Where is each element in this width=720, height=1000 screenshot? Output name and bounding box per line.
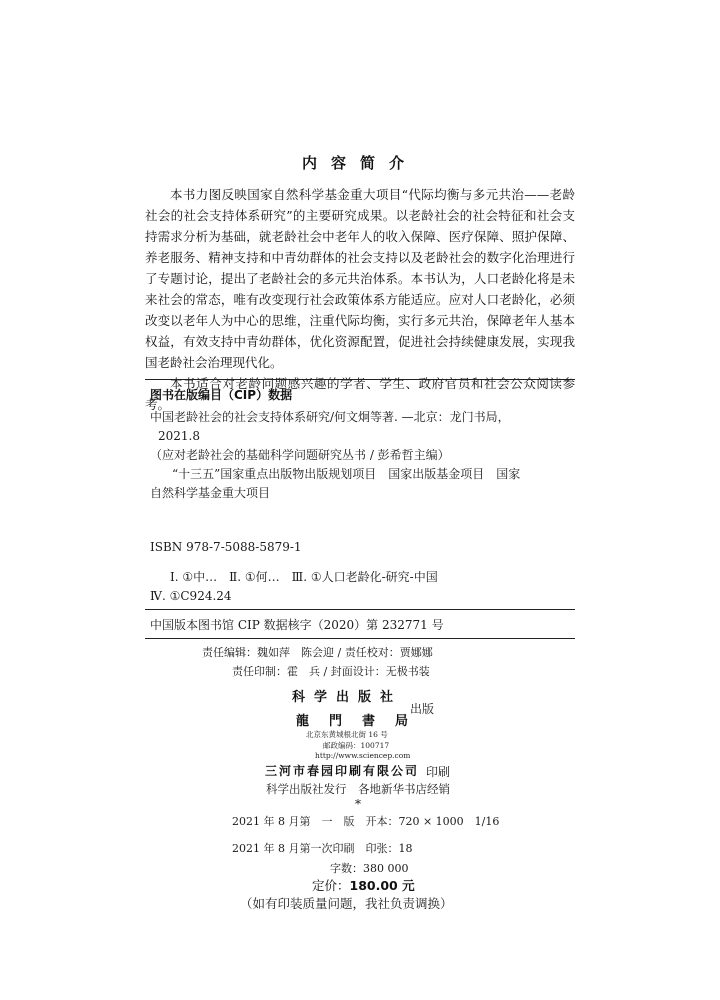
cip-mid-rule	[145, 609, 575, 610]
edition-info: 2021 年 8 月第 一 版 开本：720 × 1000 1/16	[232, 815, 500, 828]
cip-heading: 图书在版编目（CIP）数据	[150, 388, 293, 402]
summary-paragraph-1: 本书力图反映国家自然科学基金重大项目“代际均衡与多元共治——老龄社会的社会支持体系研究”的主要研究成果。以老龄社会的社会特征和社会支持需求分析为基础，就老龄社会中老年人的收入保障、医疗保障、照护保障、养老服务、精神支持和中青幼群体的社会支持以及老龄社会的数字化治理进行了专题讨论，提出了老龄社会的多元共治体系。本书认为，人口老龄化将是未来社会的常态，唯有改变现行社会政策体系方能适应。应对人口老龄化，必须改变以老年人为中心的思维，注重代际均衡，实行多元共治，保障老年人基本权益，有效支持中青幼群体，优化资源配置，促进社会持续健康发展，实现我国老龄社会治理现代化。	[145, 187, 575, 370]
price-value: 180.00 元	[349, 878, 415, 893]
cip-class-line-2: Ⅳ. ①C924.24	[150, 589, 232, 603]
price-label: 定价：	[312, 878, 350, 893]
cip-line-1: 中国老龄社会的社会支持体系研究/何文炯等著. —北京：龙门书局，	[150, 410, 510, 424]
publisher-postcode: 邮政编码：100717	[323, 741, 390, 750]
summary-text	[145, 184, 575, 415]
separator-star: *	[355, 797, 361, 811]
quality-notice: （如有印装质量问题，我社负责调换）	[240, 896, 453, 911]
cip-line-4: “十三五”国家重点出版物出版规划项目 国家出版基金项目 国家	[172, 467, 521, 481]
summary-title: 内容简介	[301, 154, 418, 172]
publisher-science-press: 科学出版社	[292, 690, 403, 705]
credit-printing: 责任印制：霍 兵 / 封面设计：无极书装	[232, 665, 430, 678]
summary-paragraph-2: 本书适合对老龄问题感兴趣的学者、学生、政府官员和社会公众阅读参考。	[145, 376, 575, 412]
publish-suffix: 出版	[410, 702, 435, 716]
cip-top-rule	[145, 379, 575, 380]
cip-isbn: ISBN 978-7-5088-5879-1	[150, 540, 302, 554]
cip-classification	[150, 568, 575, 606]
cip-bottom-rule	[145, 638, 575, 639]
publisher-longmen: 龍門書局	[296, 714, 429, 729]
cip-line-5: 自然科学基金重大项目	[150, 486, 271, 500]
printer-name: 三河市春园印刷有限公司	[265, 764, 420, 778]
word-count: 字数：380 000	[330, 862, 409, 875]
price	[312, 876, 415, 894]
distribution: 科学出版社发行 各地新华书店经销	[266, 782, 450, 796]
impression-info: 2021 年 8 月第一次印刷 印张：18	[232, 842, 413, 855]
credit-editors: 责任编辑：魏如萍 陈会迎 / 责任校对：贾娜娜	[202, 646, 433, 659]
printer-suffix: 印刷	[426, 765, 451, 779]
cip-line-2: 2021.8	[158, 429, 200, 443]
publisher-address: 北京东黄城根北街 16 号	[306, 730, 388, 739]
publisher-website: http://www.sciencep.com	[315, 751, 411, 760]
cip-record-number: 中国版本图书馆 CIP 数据核字（2020）第 232771 号	[150, 618, 444, 632]
cip-catalog	[150, 408, 575, 503]
cip-line-3: （应对老龄社会的基础科学问题研究丛书 / 彭希哲主编）	[150, 448, 450, 462]
cip-class-line-1: Ⅰ. ①中… Ⅱ. ①何… Ⅲ. ①人口老龄化-研究-中国	[170, 570, 438, 584]
